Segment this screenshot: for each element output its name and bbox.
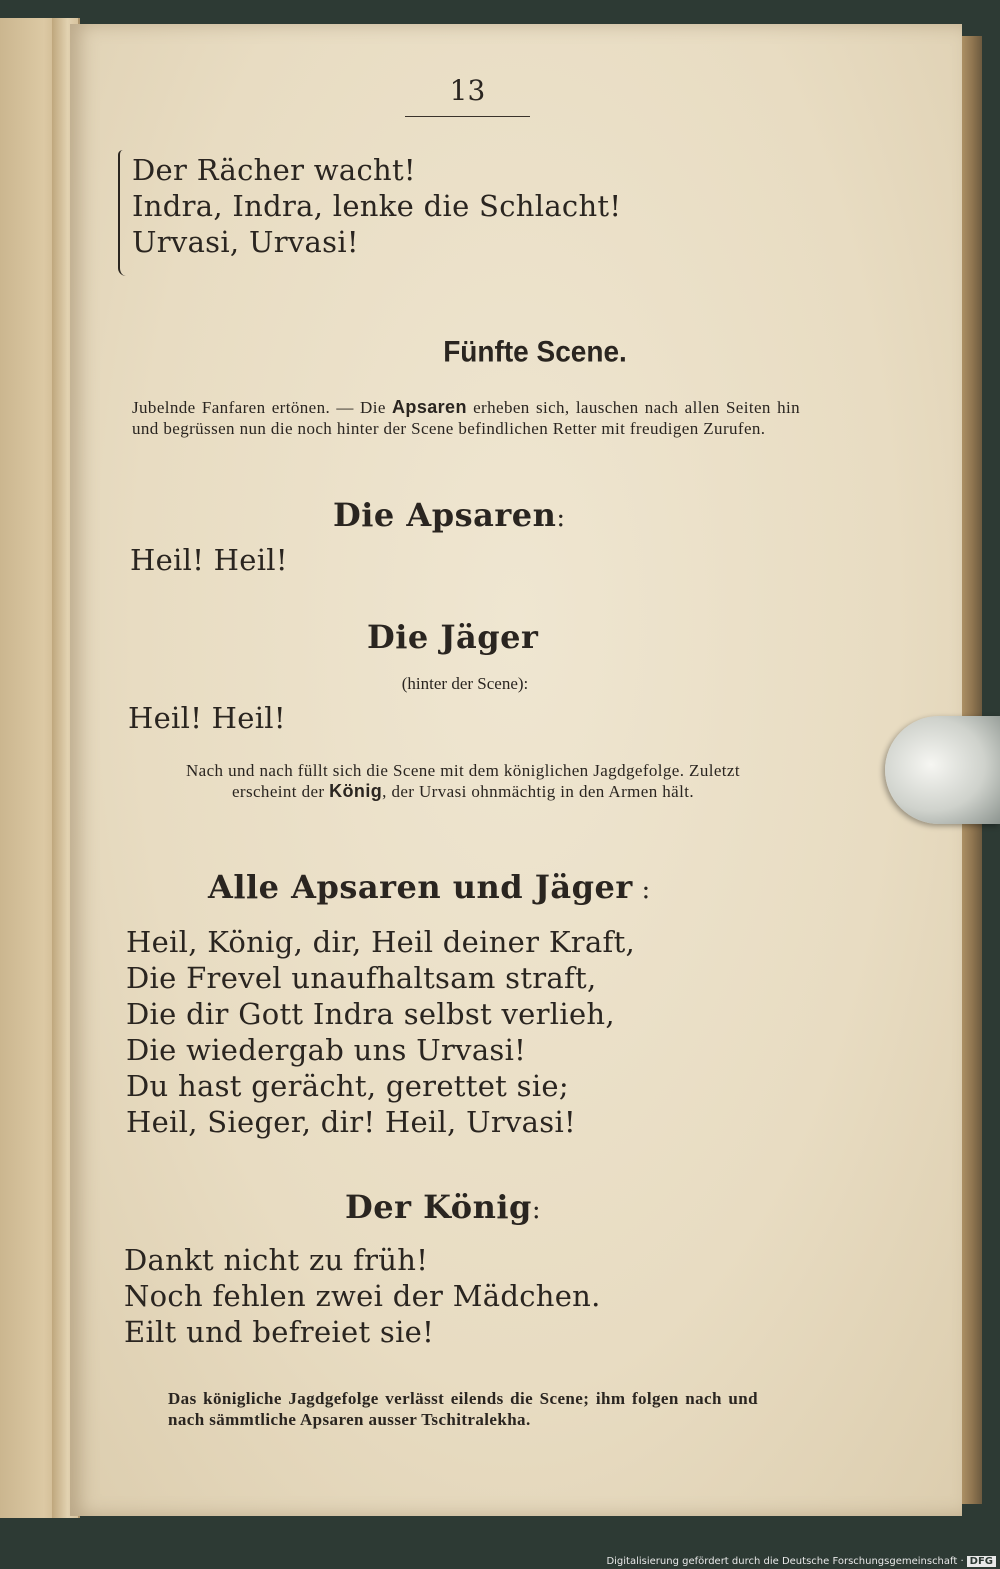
speaker-colon: : <box>556 503 566 533</box>
speaker-colon: : <box>531 1195 542 1225</box>
jaeger-direction: (hinter der Scene): <box>401 674 529 693</box>
verse-line: Du hast gerächt, gerettet sie; <box>126 1069 569 1103</box>
verse-line: Heil! Heil! <box>130 543 288 577</box>
verse-line: Die Frevel unaufhaltsam straft, <box>126 961 597 995</box>
verse-line: Der Rächer wacht! <box>132 153 416 187</box>
speaker-koenig <box>345 1188 541 1226</box>
stage-direction-2 <box>168 760 758 802</box>
apsaren-lines <box>130 542 288 578</box>
verse-line: Heil, Sieger, dir! Heil, Urvasi! <box>126 1105 576 1139</box>
speaker-colon: : <box>632 875 651 905</box>
footer-text: Digitalisierung gefördert durch die Deutsche Forschungsgemeinschaft · <box>606 1556 964 1567</box>
opening-verse <box>132 152 621 260</box>
speaker-jaeger: Die Jäger <box>367 618 539 656</box>
verse-line: Heil! Heil! <box>128 701 286 735</box>
stage-direction-3: Das königliche Jagdgefolge verlässt eilends die Scene; ihm folgen nach und nach sämmtliche Apsaren ausser Tschitralekha. <box>168 1389 758 1429</box>
jaeger-lines <box>128 700 286 736</box>
verse-line: Heil, König, dir, Heil deiner Kraft, <box>126 925 636 959</box>
stage-direction-1 <box>132 397 800 439</box>
alle-lines <box>126 924 635 1140</box>
page-number-rule <box>405 116 530 117</box>
verse-brace <box>118 150 126 276</box>
speaker-name: Der König <box>345 1188 532 1226</box>
book-page <box>70 24 962 1516</box>
scene-heading: Fünfte Scene. <box>443 335 627 368</box>
stage-text: Jubelnde Fanfaren ertönen. — Die <box>132 398 393 417</box>
stage-emphasis: König <box>329 781 383 801</box>
verse-line: Noch fehlen zwei der Mädchen. <box>124 1279 601 1313</box>
verse-line: Eilt und befreiet sie! <box>124 1315 435 1349</box>
page-number: 13 <box>449 74 486 107</box>
footer-credit <box>606 1556 996 1567</box>
verse-line: Die dir Gott Indra selbst verlieh, <box>126 997 615 1031</box>
verse-line: Die wiedergab uns Urvasi! <box>126 1033 527 1067</box>
verse-line: Indra, Indra, lenke die Schlacht! <box>132 189 622 223</box>
verse-line: Dankt nicht zu früh! <box>124 1243 429 1277</box>
koenig-lines <box>124 1242 601 1350</box>
dfg-logo: DFG <box>967 1556 996 1567</box>
speaker-apsaren <box>333 496 566 534</box>
stage-text: erheben sich, lauschen nach allen Seiten hin und begrüssen nun die noch hinter der Scene befindlichen Retter mit freudigen Zurufen. <box>132 398 800 438</box>
stage-text: , der Urvasi ohnmächtig in den Armen hält. <box>382 782 695 801</box>
speaker-name: Die Apsaren <box>333 496 557 534</box>
page-clip <box>885 716 1000 824</box>
speaker-alle <box>208 868 651 906</box>
speaker-name: Alle Apsaren und Jäger <box>208 868 633 906</box>
stage-emphasis: Apsaren <box>392 397 467 417</box>
verse-line: Urvasi, Urvasi! <box>132 225 359 259</box>
stage-text: Nach und nach füllt sich die Scene mit dem königlichen Jagdgefolge. Zuletzt erscheint der <box>185 761 740 801</box>
